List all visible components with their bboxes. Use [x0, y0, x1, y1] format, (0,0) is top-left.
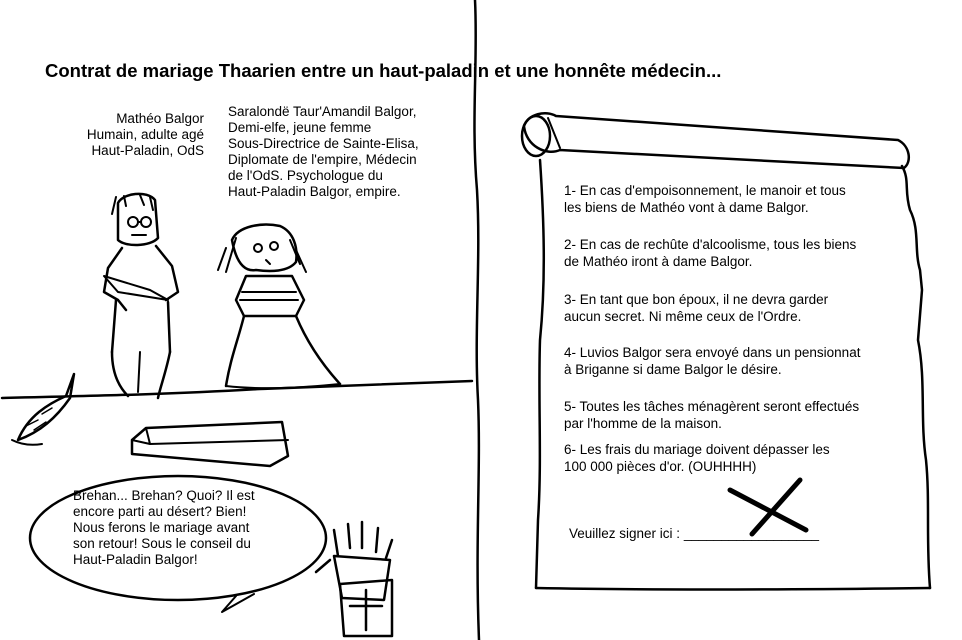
clause-line: de Mathéo iront à dame Balgor.	[564, 254, 753, 269]
page-title: Contrat de mariage Thaarien entre un haut-paladin et une honnête médecin...	[45, 60, 722, 81]
clause-line: 5- Toutes les tâches ménagèrent seront effectués	[564, 399, 860, 414]
clause-line: 3- En tant que bon époux, il ne devra garder	[564, 292, 829, 307]
signature-prompt	[569, 526, 819, 541]
clause-line: 6- Les frais du mariage doivent dépasser les	[564, 442, 830, 457]
saralonde-caption-line: Saralondë Taur'Amandil Balgor,	[228, 104, 417, 119]
clause-line: 2- En cas de rechûte d'alcoolisme, tous les biens	[564, 237, 857, 252]
saralonde-caption-line: Demi-elfe, jeune femme	[228, 120, 372, 135]
clause-line: 1- En cas d'empoisonnement, le manoir et tous	[564, 183, 846, 198]
fish-drawing	[12, 374, 74, 445]
speech-bubble-text	[73, 488, 255, 568]
saralonde-caption	[228, 104, 419, 200]
matheo-figure	[104, 194, 178, 398]
contract-clause-1	[564, 182, 846, 216]
contract-clause-5	[564, 398, 859, 432]
contract-clause-3	[564, 291, 828, 325]
saralonde-figure	[218, 225, 340, 389]
matheo-caption-line: Humain, adulte agé	[86, 127, 204, 142]
bubble-line: encore parti au désert? Bien!	[73, 504, 247, 519]
contract-clause-6	[564, 441, 830, 475]
matheo-caption	[70, 111, 204, 159]
clause-line: par l'homme de la maison.	[564, 416, 722, 431]
clause-line: 4- Luvios Balgor sera envoyé dans un pensionnat	[564, 345, 861, 360]
bubble-line: Nous ferons le mariage avant	[73, 520, 250, 535]
bubble-line: Haut-Paladin Balgor!	[73, 552, 198, 567]
book-drawing	[132, 422, 288, 466]
saralonde-caption-line: de l'OdS. Psychologue du	[228, 168, 383, 183]
clause-line: aucun secret. Ni même ceux de l'Ordre.	[564, 309, 802, 324]
bubble-line: son retour! Sous le conseil du	[73, 536, 251, 551]
matheo-caption-line: Mathéo Balgor	[116, 111, 204, 126]
saralonde-caption-line: Sous-Directrice de Sainte-Elisa,	[228, 136, 419, 151]
clause-line: les biens de Mathéo vont à dame Balgor.	[564, 200, 809, 215]
clause-line: à Briganne si dame Balgor le désire.	[564, 362, 782, 377]
contract-clause-2	[564, 236, 856, 270]
signature-label: Veuillez signer ici :	[569, 526, 684, 541]
contract-clause-4	[564, 344, 860, 378]
saralonde-caption-line: Haut-Paladin Balgor, empire.	[228, 184, 401, 199]
saralonde-caption-line: Diplomate de l'empire, Médecin	[228, 152, 417, 167]
bubble-line: Brehan... Brehan? Quoi? Il est	[73, 488, 255, 503]
panel-divider	[474, 0, 479, 640]
gauntlet-drawing	[316, 522, 392, 636]
signature-line: __________________	[683, 526, 819, 541]
matheo-caption-line: Haut-Paladin, OdS	[91, 143, 204, 158]
clause-line: 100 000 pièces d'or. (OUHHHH)	[564, 459, 757, 474]
